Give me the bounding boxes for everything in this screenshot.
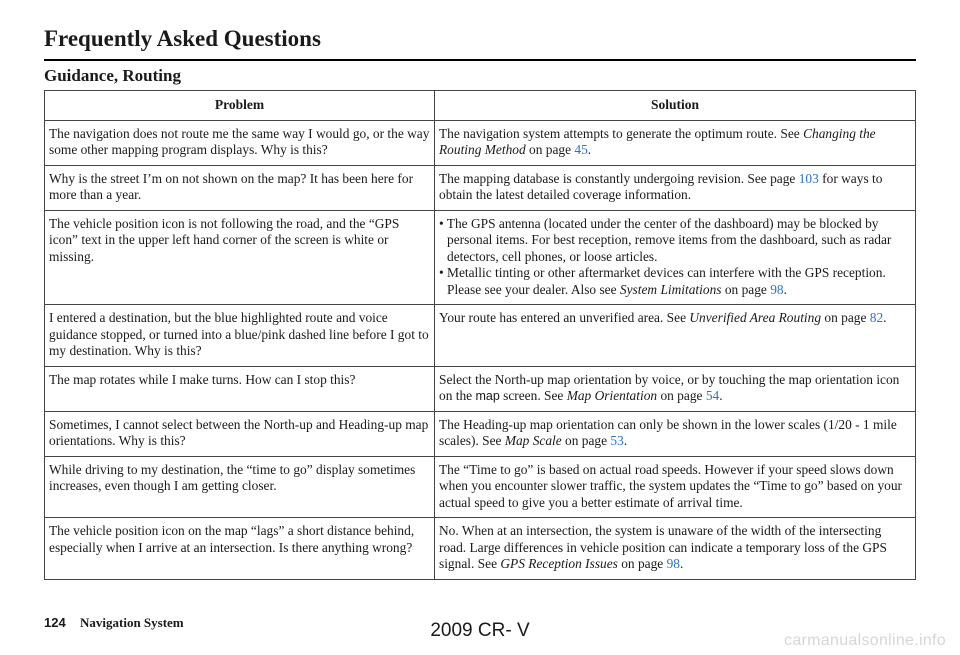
cross-reference: Unverified Area Routing	[689, 310, 822, 325]
solution-cell	[435, 120, 916, 165]
problem-cell: I entered a destination, but the blue highlighted route and voice guidance stopped, or turned into a blue/pink dashed line before I got to my destination. Why is this?	[45, 305, 435, 367]
page-link[interactable]: 98	[666, 556, 680, 571]
bullet-item: • The GPS antenna (located under the center of the dashboard) may be blocked by personal items. For best reception, remove items from the dashboard, such as radar detectors, cell phones, or loose articles.	[439, 215, 892, 264]
problem-cell: Why is the street I’m on not shown on the map? It has been here for more than a year.	[45, 165, 435, 210]
solution-text: .	[680, 556, 684, 571]
solution-text: The navigation system attempts to generate the optimum route. See	[439, 125, 804, 141]
page-link[interactable]: 98	[770, 281, 784, 297]
solution-cell	[435, 411, 916, 456]
page-link[interactable]: 53	[610, 433, 624, 448]
cross-reference: GPS Reception Issues	[500, 556, 618, 571]
page-link[interactable]: 54	[705, 388, 720, 403]
solution-text: on page	[657, 388, 706, 403]
solution-text: on page	[561, 433, 611, 448]
screen-name: map	[475, 389, 500, 403]
solution-text: .	[587, 142, 592, 157]
problem-cell: The map rotates while I make turns. How can I stop this?	[45, 366, 435, 411]
column-header-problem: Problem	[45, 91, 435, 121]
page-number: 124	[44, 615, 66, 630]
solution-text: Your route has entered an unverified area. See	[439, 310, 690, 325]
solution-cell	[435, 210, 916, 305]
watermark: carmanualsonline.info	[784, 632, 946, 649]
problem-cell: While driving to my destination, the “time to go” display sometimes increases, even though I am getting closer.	[45, 456, 435, 518]
problem-cell: The vehicle position icon on the map “lags” a short distance behind, especially when I arrive at an intersection. Is there anything wrong?	[45, 518, 435, 580]
solution-text: .	[783, 281, 787, 297]
page-link[interactable]: 82	[869, 310, 884, 325]
cross-reference: System Limitations	[619, 281, 722, 297]
solution-cell	[435, 165, 916, 210]
solution-text: for ways to obtain the latest detailed coverage information.	[439, 170, 883, 202]
bullet-item	[439, 265, 911, 298]
header-rule	[44, 59, 916, 61]
solution-text: Select the North-up map orientation by voice, or by touching the map orientation icon on the	[439, 371, 900, 403]
table-row	[45, 411, 916, 456]
footer-section: Navigation System	[80, 615, 184, 630]
solution-text: No. When at an intersection, the system is unaware of the width of the intersecting road. Large differences in vehicle position can indicate a temporary loss of the GPS signal. See	[439, 523, 887, 571]
table-row	[45, 366, 916, 411]
solution-text: on page	[821, 310, 870, 325]
solution-text: on page	[525, 142, 575, 157]
section-title: Guidance, Routing	[44, 66, 181, 85]
column-header-solution: Solution	[435, 91, 916, 121]
solution-cell: The “Time to go” is based on actual road speeds. However if your speed slows down when you encounter slower traffic, the system updates the “Time to go” based on your actual speed to give you a better estimate of arrival time.	[435, 456, 916, 518]
table-row	[45, 518, 916, 580]
solution-cell	[435, 518, 916, 580]
faq-table	[44, 90, 916, 580]
solution-cell	[435, 366, 916, 411]
table-row	[45, 120, 916, 165]
table-row	[45, 165, 916, 210]
solution-cell	[435, 305, 916, 367]
solution-text: • Metallic tinting or other aftermarket devices can interfere with the GPS reception. Please see your dealer. Also see	[439, 265, 886, 297]
solution-text: .	[883, 310, 887, 325]
page-title: Frequently Asked Questions	[44, 26, 321, 51]
table-row	[45, 210, 916, 305]
page-link[interactable]: 45	[574, 142, 588, 157]
table-row	[45, 456, 916, 518]
page-link[interactable]: 103	[798, 170, 819, 186]
table-row	[45, 305, 916, 367]
cross-reference: Map Orientation	[566, 388, 658, 403]
cross-reference: Map Scale	[504, 433, 562, 448]
solution-text: on page	[721, 281, 771, 297]
solution-text: The Heading-up map orientation can only be shown in the lower scales (1/20 - 1 mile scales). See	[439, 416, 897, 448]
model-label: 2009 CR- V	[430, 620, 530, 641]
problem-cell: The navigation does not route me the same way I would go, or the way some other mapping program displays. Why is this?	[45, 120, 435, 165]
solution-text: The mapping database is constantly undergoing revision. See page	[439, 170, 799, 186]
solution-text: .	[719, 388, 723, 403]
problem-cell: The vehicle position icon is not following the road, and the “GPS icon” text in the upper left hand corner of the screen is white or missing.	[45, 210, 435, 305]
solution-text: screen. See	[499, 388, 567, 403]
cross-reference: Changing the Routing Method	[439, 125, 876, 157]
table-header-row	[45, 91, 916, 121]
solution-text: on page	[617, 556, 667, 571]
solution-text: .	[623, 433, 628, 448]
problem-cell: Sometimes, I cannot select between the North-up and Heading-up map orientations. Why is this?	[45, 411, 435, 456]
